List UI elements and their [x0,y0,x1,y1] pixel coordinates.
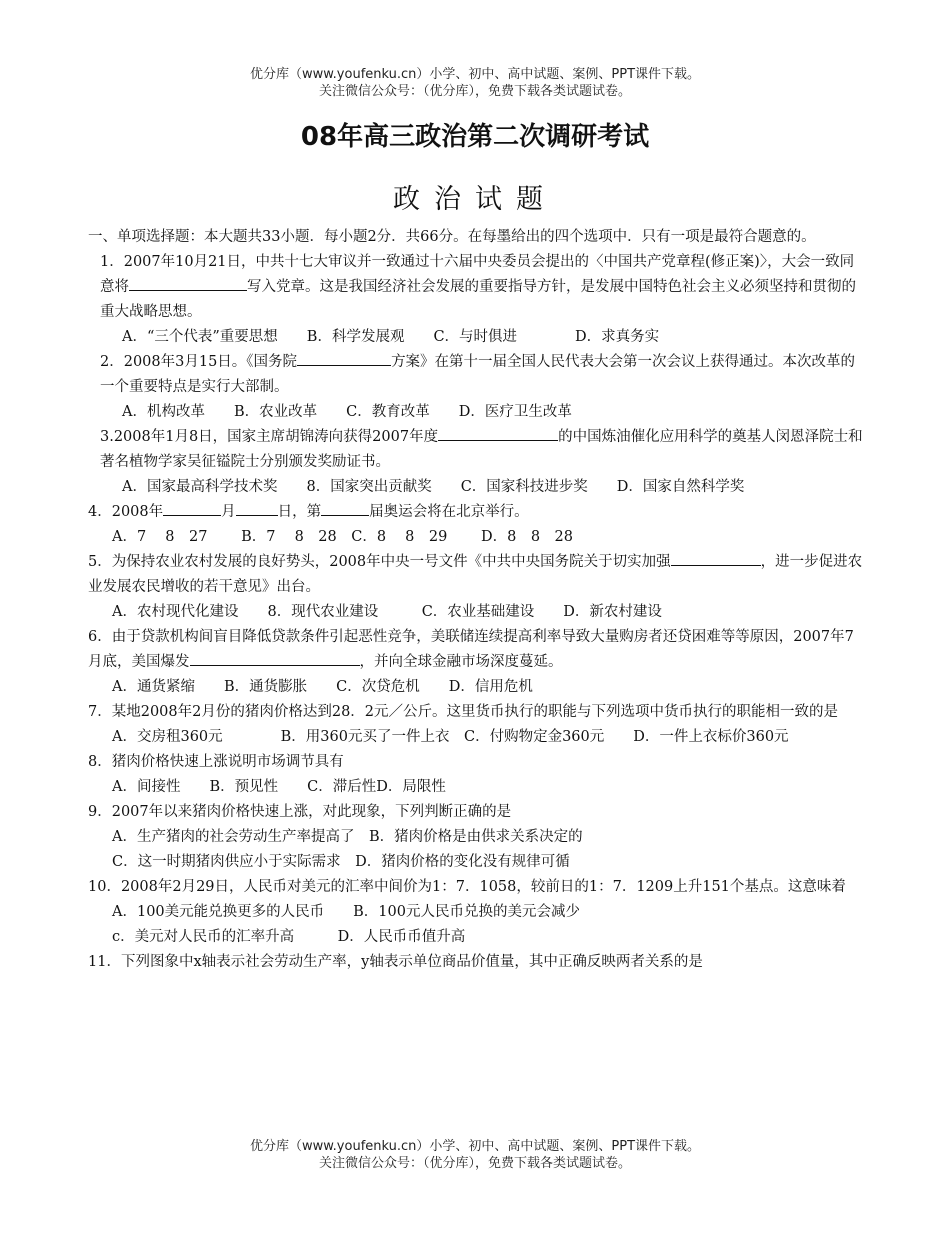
exam-body [88,225,868,975]
question-5-stem-b: ，进一步促进农业发展农民增收的若干意见》出台。 [88,554,863,595]
question-6 [88,625,868,675]
question-7: 7．某地2008年2月份的猪肉价格达到28．2元／公斤。这里货币执行的职能与下列选项中货币执行的职能相一致的是 [88,704,839,720]
question-7-options: A．交房租360元 B．用360元买了一件上衣 C．付购物定金360元 D．一件上衣标价360元 [112,729,789,745]
question-2-stem-a: 2．2008年3月15日。《国务院 [100,354,298,370]
question-3-stem-a: 3.2008年1月8日，国家主席胡锦涛向获得2007年度 [100,429,439,445]
question-4-s2: 月 [221,504,236,520]
question-4-options: A．7 8 27 B．7 8 28 C．8 8 29 D．8 8 28 [112,529,573,545]
section-intro: 一、单项选择题：本大题共33小题．每小题2分．共66分。在每墨给出的四个选项中．只有一项是最符合题意的。 [88,229,816,245]
question-1-options: A．“三个代表”重要思想 B．科学发展观 C．与时俱进 D．求真务实 [122,329,660,345]
question-2-options: A．机构改革 B．农业改革 C．教育改革 D．医疗卫生改革 [122,404,572,420]
question-3-options: A．国家最高科学技术奖 8．国家突出贡献奖 C．国家科技进步奖 D．国家自然科学奖 [122,479,745,495]
question-3-stem-b: 的中国炼油催化应用科学的奠基人闵恩泽院士和著名植物学家吴征镒院士分别颁发奖励证书。 [100,429,863,470]
question-8-options: A．间接性 B．预见性 C．滞后性D．局限性 [112,779,446,795]
footer-line-1: 优分库（www.youfenku.cn）小学、初中、高中试题、案例、PPT课件下载。 [249,1139,701,1154]
question-5-options: A．农村现代化建设 8．现代农业建设 C．农业基础建设 D．新农村建设 [112,604,662,620]
question-9-options-2: C．这一时期猪肉供应小于实际需求 D．猪肉价格的变化没有规律可循 [112,854,570,870]
question-4 [88,500,868,525]
question-3 [88,425,868,475]
footer-line-2: 关注微信公众号：（优分库），免费下载各类试题试卷。 [318,1156,631,1171]
answer-blank [236,500,278,516]
question-5 [88,550,868,600]
question-5-stem-a: 5．为保持农业农村发展的良好势头，2008年中央一号文件《中共中央国务院关于切实加强 [88,554,671,570]
question-9: 9．2007年以来猪肉价格快速上涨，对此现象，下列判断正确的是 [88,804,512,820]
exam-subtitle: 政治试题 [393,184,557,215]
question-4-s1: 4．2008年 [88,504,164,520]
page-footer [0,1138,950,1172]
question-6-stem-b: ，并向全球金融市场深度蔓延。 [359,654,563,670]
question-10-options-2: c．美元对人民币的汇率升高 D．人民币币值升高 [112,929,466,945]
answer-blank [163,500,221,516]
question-2 [88,350,868,400]
question-6-options: A．通货紧缩 B．通货膨胀 C．次贷危机 D．信用危机 [112,679,533,695]
exam-title: 08年高三政治第二次调研考试 [300,122,650,152]
question-10: 10．2008年2月29日，人民币对美元的汇率中间价为1：7．1058，较前日的1：7．1209上升151个基点。这意味着 [88,879,846,895]
question-8: 8．猪肉价格快速上涨说明市场调节具有 [88,754,344,770]
question-6-stem-a: 6．由于贷款机构间盲目降低贷款条件引起恶性竞争，美联储连续提高利率导致大量购房者还贷困难等等原因，2007年7月底，美国爆发 [88,629,854,670]
answer-blank [671,550,761,566]
header-line-2: 关注微信公众号：（优分库），免费下载各类试题试卷。 [318,84,631,99]
header-line-1: 优分库（www.youfenku.cn）小学、初中、高中试题、案例、PPT课件下载。 [249,67,701,82]
question-4-s3: 日，第 [277,504,322,520]
answer-blank [438,425,558,441]
question-9-options-1: A．生产猪肉的社会劳动生产率提高了 B．猪肉价格是由供求关系决定的 [112,829,583,845]
answer-blank [321,500,369,516]
question-4-s4: 届奥运会将在北京举行。 [369,504,529,520]
answer-blank [129,275,247,291]
question-10-options-1: A．100美元能兑换更多的人民币 B．100元人民币兑换的美元会减少 [112,904,580,920]
answer-blank [190,650,360,666]
question-11: 11．下列图象中x轴表示社会劳动生产率，y轴表示单位商品价值量，其中正确反映两者关系的是 [88,954,703,970]
question-2-stem-b: 方案》在第十一届全国人民代表大会第一次会议上获得通过。本次改革的一个重要特点是实行大部制。 [100,354,856,395]
question-1 [88,250,868,325]
question-1-stem-a: 1．2007年10月21日，中共十七大审议并一致通过十六届中央委员会提出的〈中国共产党章程(修正案)〉，大会一致同意将 [100,254,855,295]
answer-blank [297,350,391,366]
question-1-stem-b: 写入党章。这是我国经济社会发展的重要指导方针，是发展中国特色社会主义必须坚持和贯彻的重大战略思想。 [100,279,856,320]
page-header [0,66,950,100]
